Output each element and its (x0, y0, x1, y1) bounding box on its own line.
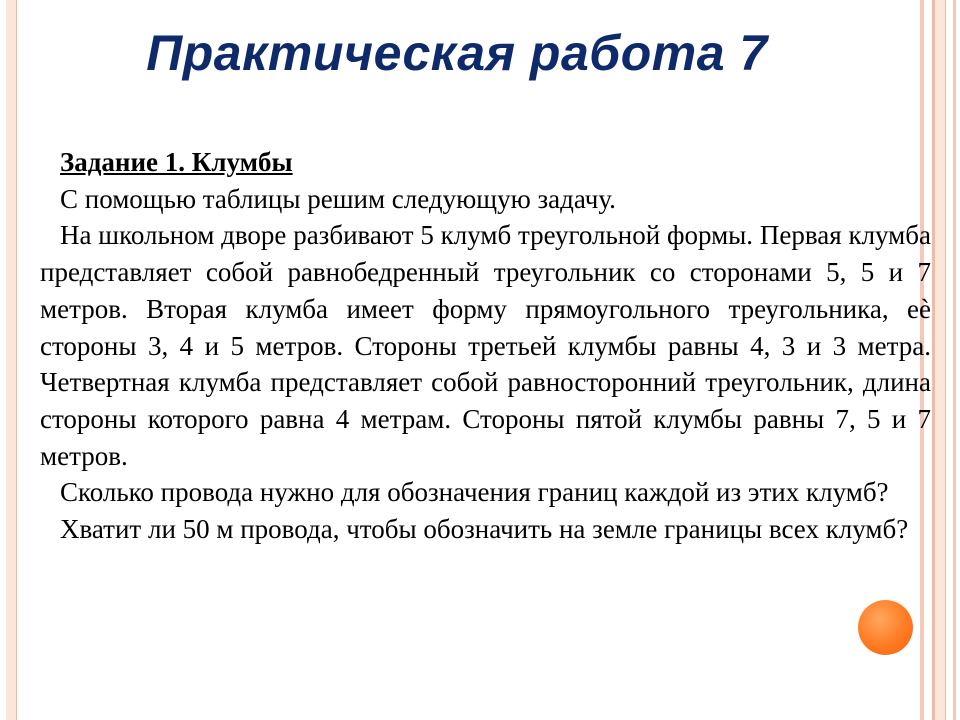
border-stripe (934, 0, 946, 720)
paragraph-question-2: Хватит ли 50 м провода, чтобы обозначить на земле границы всех клумб? (60, 514, 909, 545)
slide-content (40, 144, 931, 548)
task-heading: Задание 1. Клумбы (60, 147, 293, 177)
slide-title: Практическая работа 7 (146, 25, 768, 81)
paragraph-intro: С помощью таблицы решим следующую задачу. (60, 183, 616, 214)
decorative-orange-circle (858, 600, 913, 655)
paragraph-question-1: Сколько провода нужно для обозначения границ каждой из этих клумб? (60, 477, 889, 508)
left-border-decoration (6, 0, 17, 720)
border-stripe (953, 0, 956, 720)
paragraph-problem: На школьном дворе разбивают 5 клумб треугольной формы. Первая клумба представляет собой равнобедренный треугольник со сторонами 5, 5 и 7 метров. Вторая клумба имеет форму прямоугольного треугольника, еè стороны 3, 4 и 5 метров. Стороны третьей клумбы равны 4, 3 и 3 метра. Четвертная клумба представляет собой равносторонний треугольник, длина стороны которого равна 4 метрам. Стороны пятой клумбы равны 7, 5 и 7 метров. (40, 220, 931, 471)
